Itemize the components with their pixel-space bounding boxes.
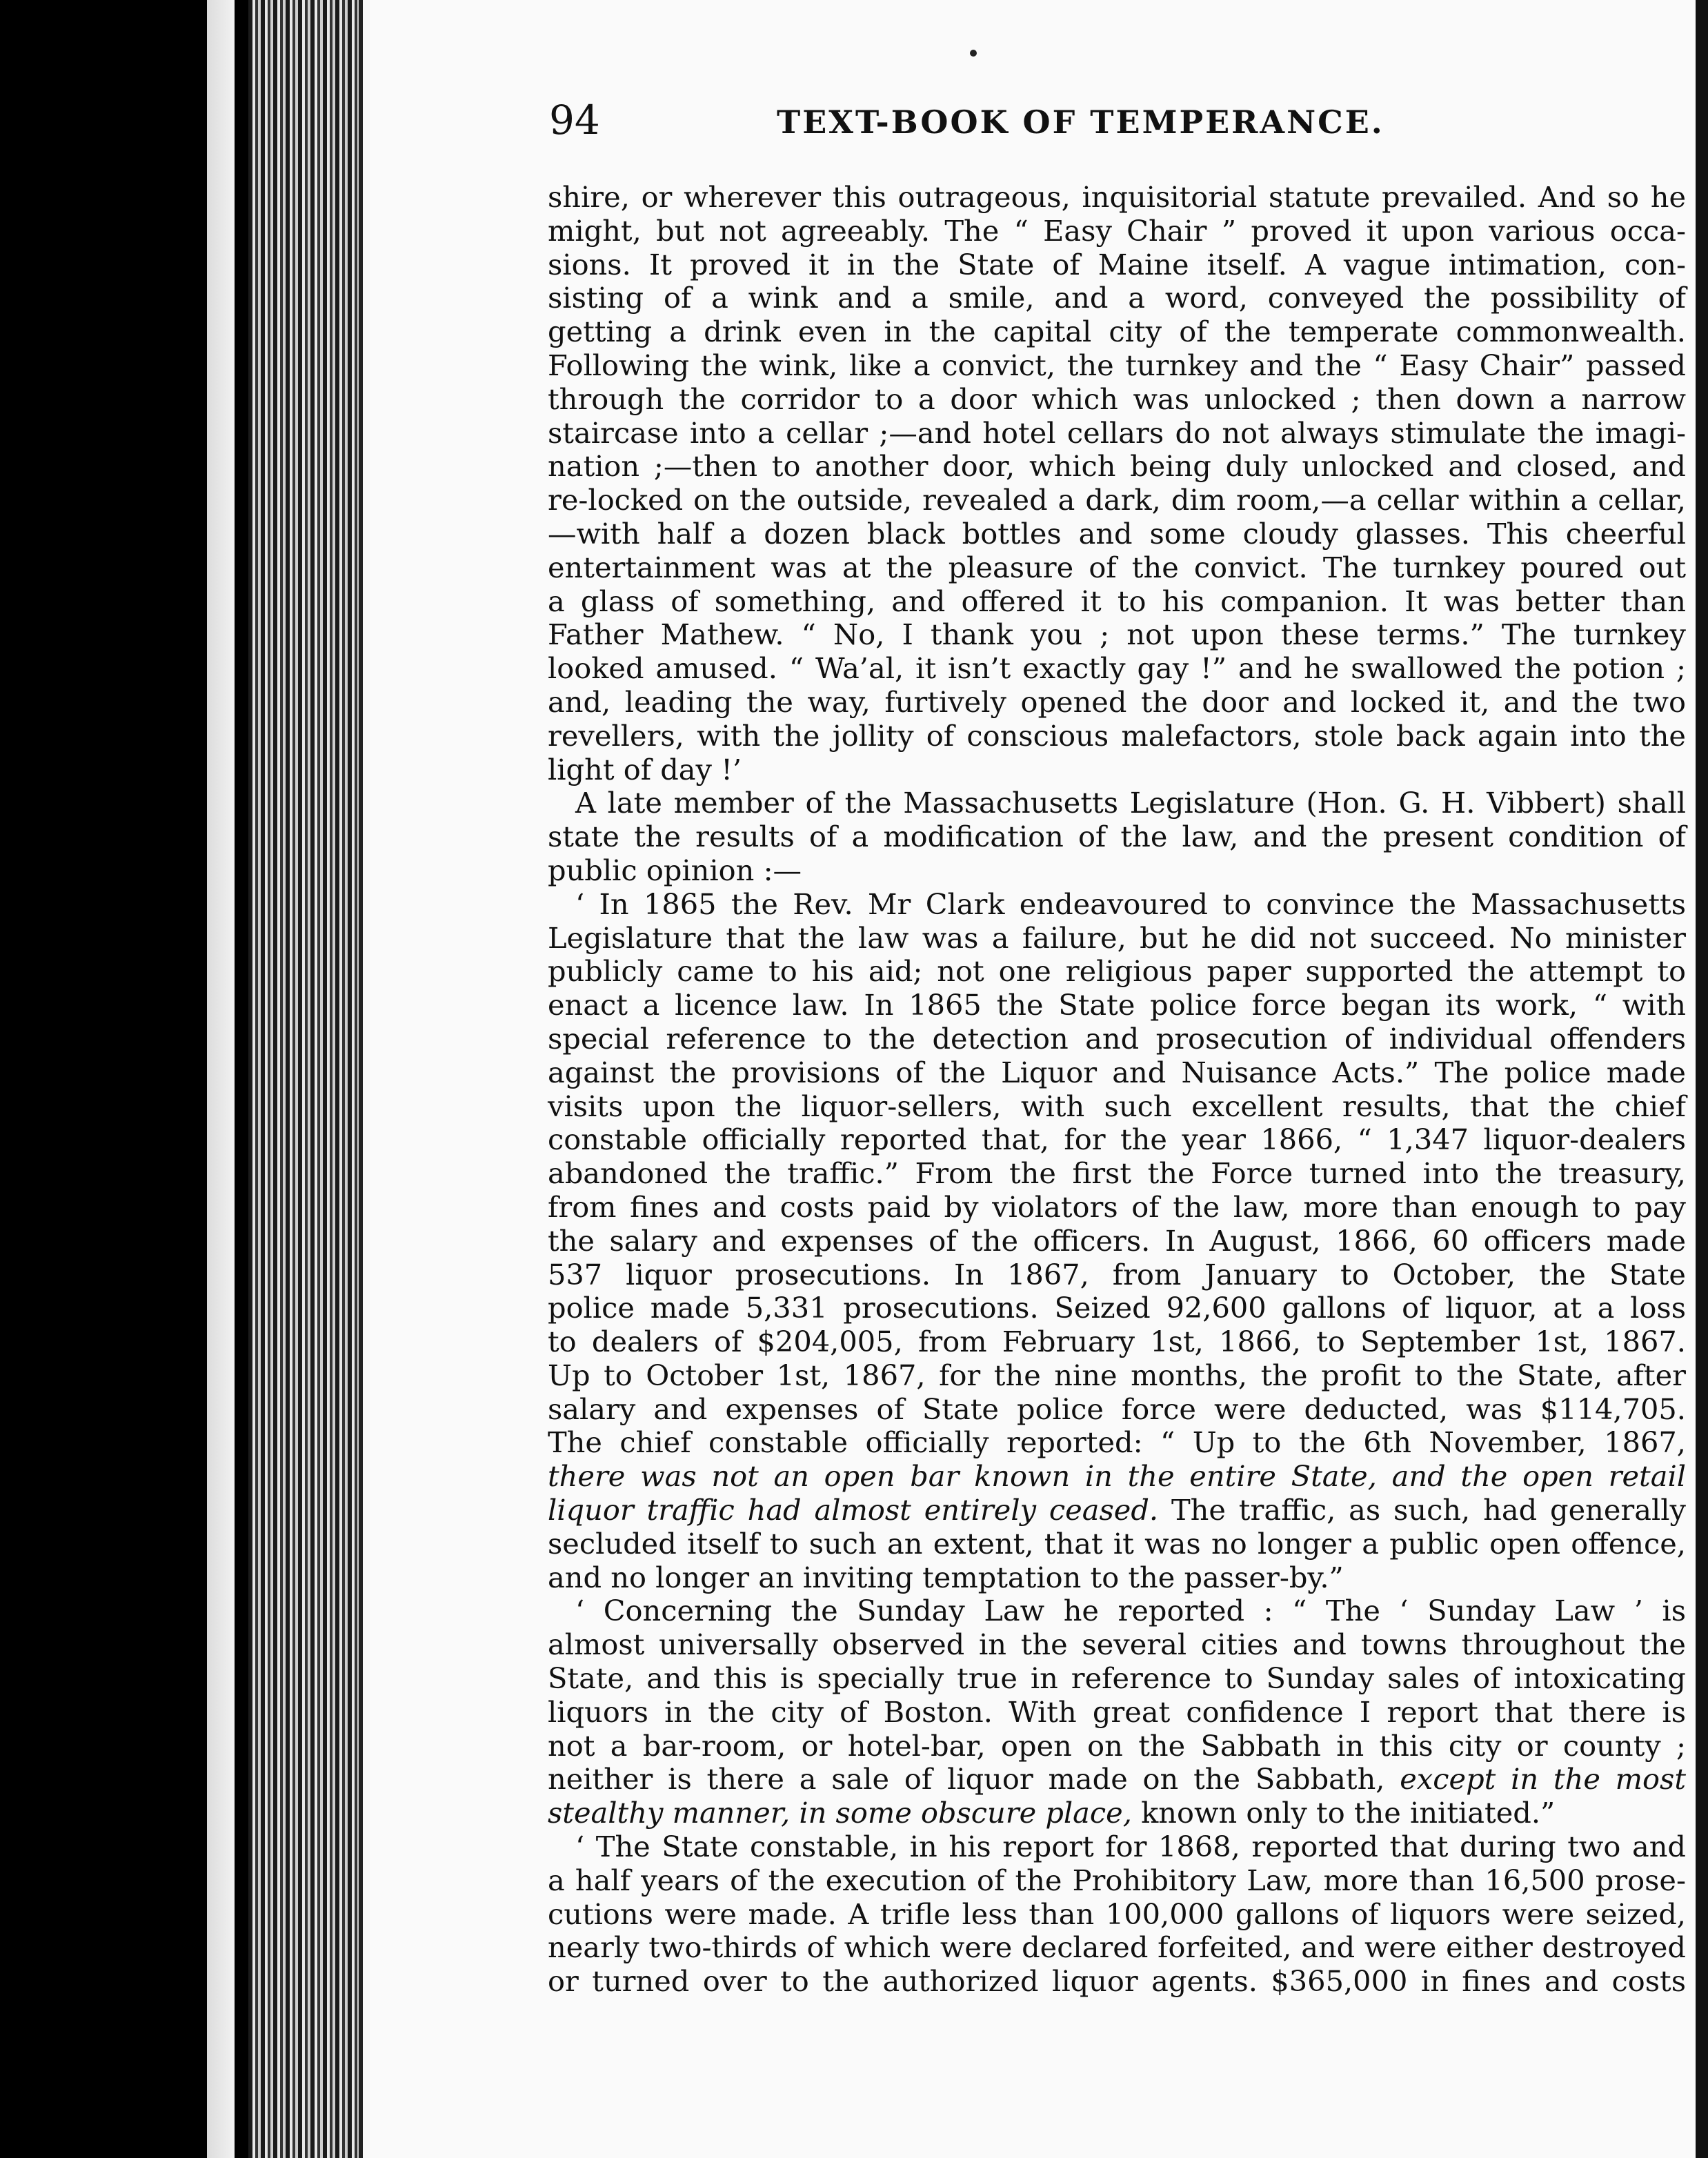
text-line	[548, 1527, 1686, 1561]
line-italic-text: stealthy manner, in some obscure place,	[548, 1796, 1132, 1830]
printer-mark	[970, 50, 977, 57]
page-header	[549, 97, 1667, 152]
text-line	[548, 1325, 1686, 1359]
text-line	[548, 720, 1686, 753]
text-line	[548, 1157, 1686, 1191]
text-line	[548, 1662, 1686, 1696]
line-text: nation ;—then to another door, which being duly unlocked and closed, and	[548, 449, 1686, 484]
line-text: public opinion :—	[548, 853, 802, 887]
line-text: and no longer an inviting temptation to the passer-by.”	[548, 1560, 1344, 1594]
line-text: Up to October 1st, 1867, for the nine months, the profit to the State, after	[548, 1358, 1686, 1392]
book-page-edges	[248, 0, 373, 2158]
line-text: the salary and expenses of the officers. In August, 1866, 60 officers made	[548, 1223, 1686, 1258]
line-text: light of day !’	[548, 752, 742, 786]
text-line	[548, 1796, 1686, 1830]
text-line	[548, 1359, 1686, 1393]
line-text: staircase into a cellar ;—and hotel cellars do not always stimulate the imagi-	[548, 415, 1686, 450]
page-number: 94	[549, 97, 600, 143]
text-line	[548, 1090, 1686, 1124]
text-line	[548, 417, 1686, 451]
text-line	[548, 618, 1686, 652]
text-line	[548, 484, 1686, 517]
line-text: Father Mathew. “ No, I thank you ; not upon these terms.” The turnkey	[548, 617, 1686, 652]
line-text: Following the wink, like a convict, the turnkey and the “ Easy Chair” passed	[548, 348, 1686, 382]
line-text: to dealers of $204,005, from February 1st, 1866, to September 1st, 1867.	[548, 1325, 1686, 1359]
line-text: a half years of the execution of the Prohibitory Law, more than 16,500 prose-	[548, 1863, 1686, 1897]
line-text: from fines and costs paid by violators of the law, more than enough to pay	[548, 1189, 1686, 1224]
line-text: Legislature that the law was a failure, but he did not succeed. No minister	[548, 920, 1686, 955]
line-text: enact a licence law. In 1865 the State police force began its work, “ with	[548, 988, 1686, 1022]
text-line	[548, 1123, 1686, 1157]
text-line	[548, 1730, 1686, 1763]
text-line	[548, 585, 1686, 619]
line-text: not a bar-room, or hotel-bar, open on the Sabbath in this city or county ;	[548, 1728, 1686, 1763]
line-text: constable officially reported that, for the year 1866, “ 1,347 liquor-dealers	[548, 1122, 1686, 1157]
text-line	[548, 820, 1686, 854]
line-text: sions. It proved it in the State of Maine itself. A vague intimation, con-	[548, 247, 1686, 281]
line-text: The traffic, as such, had generally	[1158, 1493, 1687, 1527]
text-line	[548, 383, 1686, 417]
line-text: ‘ The State constable, in his report for 1868, reported that during two and	[575, 1830, 1686, 1864]
line-text: 537 liquor prosecutions. In 1867, from January to October, the State	[548, 1257, 1686, 1291]
line-italic-text: liquor traffic had almost entirely ceased.	[548, 1493, 1159, 1527]
text-line	[548, 517, 1686, 551]
line-text: nearly two-thirds of which were declared forfeited, and were either destroyed	[548, 1930, 1686, 1965]
scan-background	[0, 0, 235, 2158]
line-text: A late member of the Massachusetts Legislature (Hon. G. H. Vibbert) shall	[575, 786, 1686, 820]
text-line	[548, 1258, 1686, 1292]
line-text: there was not an open bar known in the entire State, and the open retail	[548, 1459, 1686, 1494]
line-text: salary and expenses of State police force were deducted, was $114,705.	[548, 1392, 1686, 1426]
line-italic-text: except in the most	[1400, 1762, 1686, 1796]
line-text: liquors in the city of Boston. With great confidence I report that there is	[548, 1694, 1686, 1729]
text-line	[548, 1056, 1686, 1090]
line-text: revellers, with the jollity of conscious malefactors, stole back again into the	[548, 718, 1686, 753]
line-text: through the corridor to a door which was unlocked ; then down a narrow	[548, 382, 1686, 416]
text-line	[548, 1191, 1686, 1225]
line-text: entertainment was at the pleasure of the convict. The turnkey poured out	[548, 550, 1686, 584]
text-line	[548, 1931, 1686, 1965]
line-text: and, leading the way, furtively opened the door and locked it, and the two	[548, 684, 1686, 719]
line-text: visits upon the liquor-sellers, with such excellent results, that the chief	[548, 1089, 1686, 1123]
text-line	[548, 1494, 1686, 1527]
text-line	[548, 1898, 1686, 1932]
text-line	[548, 1965, 1686, 1999]
line-text: looked amused. “ Wa’al, it isn’t exactly gay !” and he swallowed the potion ;	[548, 651, 1686, 686]
text-line	[548, 1022, 1686, 1056]
text-line	[548, 1225, 1686, 1258]
text-line	[548, 1291, 1686, 1325]
scan-right-edge	[1696, 0, 1708, 2158]
body-text	[548, 181, 1686, 1999]
line-text: or turned over to the authorized liquor agents. $365,000 in fines and costs	[548, 1964, 1686, 1999]
line-text: neither is there a sale of liquor made on the Sabbath,	[548, 1762, 1400, 1796]
text-line	[548, 753, 1686, 787]
text-line	[548, 955, 1686, 989]
line-text: publicly came to his aid; not one religious paper supported the attempt to	[548, 954, 1686, 989]
book-page	[359, 0, 1708, 2158]
text-line	[548, 1696, 1686, 1730]
text-line	[548, 551, 1686, 585]
text-line	[548, 349, 1686, 383]
text-line	[548, 181, 1686, 215]
text-line	[548, 1426, 1686, 1460]
line-text: shire, or wherever this outrageous, inquisitorial statute prevailed. And so he	[548, 180, 1686, 214]
text-line	[548, 1460, 1686, 1494]
line-text: abandoned the traffic.” From the first the Force turned into the treasury,	[548, 1156, 1686, 1191]
text-line	[548, 1763, 1686, 1796]
text-line	[548, 1864, 1686, 1898]
line-text: state the results of a modification of the law, and the present condition of	[548, 820, 1686, 854]
line-text: re-locked on the outside, revealed a dark, dim room,—a cellar within a cellar,	[548, 483, 1686, 517]
running-title: TEXT-BOOK OF TEMPERANCE.	[777, 103, 1384, 141]
text-line	[548, 652, 1686, 686]
line-text: known only to the initiated.”	[1131, 1796, 1556, 1830]
line-text: sisting of a wink and a smile, and a word, conveyed the possibility of	[548, 281, 1686, 315]
line-text: —with half a dozen black bottles and some cloudy glasses. This cheerful	[548, 516, 1686, 551]
line-text: a glass of something, and offered it to his companion. It was better than	[548, 584, 1686, 618]
text-line	[548, 248, 1686, 282]
line-text: might, but not agreeably. The “ Easy Chair ” proved it upon various occa-	[548, 213, 1686, 248]
text-line	[548, 281, 1686, 315]
line-text: police made 5,331 prosecutions. Seized 92,600 gallons of liquor, at a loss	[548, 1291, 1686, 1325]
text-line	[548, 854, 1686, 888]
text-line	[548, 922, 1686, 956]
text-line	[548, 1561, 1686, 1595]
text-line	[548, 1393, 1686, 1427]
line-text: almost universally observed in the several cities and towns throughout the	[548, 1627, 1686, 1662]
line-text: cutions were made. A trifle less than 100,000 gallons of liquors were seized,	[548, 1897, 1686, 1931]
text-line	[548, 1628, 1686, 1662]
text-line	[548, 450, 1686, 484]
line-text: State, and this is specially true in reference to Sunday sales of intoxicating	[548, 1661, 1686, 1696]
line-text: ‘ In 1865 the Rev. Mr Clark endeavoured to convince the Massachusetts	[575, 887, 1686, 921]
line-text: The chief constable officially reported: “ Up to the 6th November, 1867,	[548, 1425, 1686, 1460]
text-line	[548, 786, 1686, 820]
line-text: getting a drink even in the capital city of the temperate commonwealth.	[548, 315, 1686, 349]
text-line	[548, 686, 1686, 720]
text-line	[548, 215, 1686, 248]
line-text: special reference to the detection and prosecution of individual offenders	[548, 1021, 1686, 1056]
line-text: against the provisions of the Liquor and Nuisance Acts.” The police made	[548, 1055, 1686, 1089]
text-line	[548, 888, 1686, 922]
text-line	[548, 1830, 1686, 1864]
line-text: ‘ Concerning the Sunday Law he reported : “ The ‘ Sunday Law ’ is	[575, 1594, 1686, 1628]
text-line	[548, 1594, 1686, 1628]
text-line	[548, 315, 1686, 349]
text-line	[548, 989, 1686, 1022]
line-text: secluded itself to such an extent, that it was no longer a public open offence,	[548, 1526, 1686, 1561]
